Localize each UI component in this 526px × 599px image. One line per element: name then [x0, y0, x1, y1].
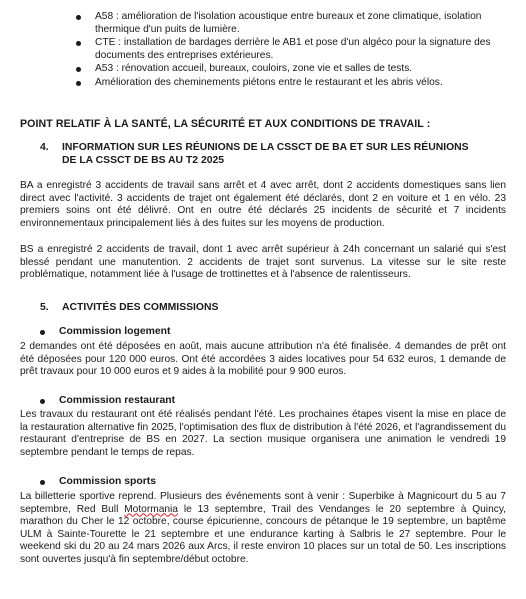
list-item-text: A53 : rénovation accueil, bureaux, couloirs, zone vie et salles de tests.: [95, 63, 413, 75]
commission-title: Commission restaurant: [59, 395, 176, 406]
commission-sports-text: [20, 491, 506, 567]
paragraph-ba-accidents: BA a enregistré 3 accidents de travail sans arrêt et 4 avec arrêt, dont 2 accidents domestiques sans lien direct avec l'activité. 3 accidents de trajet ont également été déclarés, dont 2 en voiture et 1 en vélo. 23 premiers soins ont été délivré. Ont en outre été déclarés 25 incidents de sécurité et 7 incidents environnementaux principalement liés à des fuites sur les moyens de production.: [20, 180, 506, 229]
bullet-icon: [76, 67, 81, 72]
commission-logement-heading: [40, 326, 240, 340]
section-title: ACTIVITÉS DES COMMISSIONS: [62, 302, 219, 313]
bullet-icon: [40, 399, 45, 404]
section-number: 5.: [40, 302, 49, 313]
commission-title: Commission logement: [59, 326, 171, 337]
commission-restaurant-text: Les travaux du restaurant ont été réalisés pendant l'été. Les prochaines étapes visent la mise en place de la restauration alternative fin 2025, l'optimisation des flux de distribution à l'été 2026, et l'agrandissement du restaurant d'entreprise de BS en 2027. La section musique organisera une animation le vendredi 19 septembre pendant le temps de repas.: [20, 409, 506, 458]
section-number: 4.: [40, 142, 49, 153]
bullet-icon: [40, 480, 45, 485]
section-4-heading: [40, 142, 500, 170]
section-title: INFORMATION SUR LES RÉUNIONS DE LA CSSCT DE BA ET SUR LES RÉUNIONS DE LA CSSCT DE BS AU T2 2025: [62, 142, 469, 166]
spellcheck-marked-word: Motormania: [124, 503, 178, 515]
commission-sports-heading: [40, 476, 240, 490]
bullet-icon: [76, 41, 81, 46]
list-item: [76, 11, 506, 36]
paragraph-bs-accidents: BS a enregistré 2 accidents de travail, dont 1 avec arrêt supérieur à 24h concernant un salarié qui s'est blessé pendant une manutention. 2 accidents de trajet sont survenus. La vitesse sur le site reste problématique, notamment liée à l'usage de trottinettes et à l'absence de ralentisseurs.: [20, 244, 506, 281]
bullet-icon: [76, 81, 81, 86]
bullet-icon: [40, 330, 45, 335]
commission-restaurant-heading: [40, 395, 240, 409]
list-item: [76, 77, 506, 90]
list-item-text: A58 : amélioration de l'isolation acoustique entre bureaux et zone climatique, isolation thermique d'un puits de lumière.: [95, 11, 482, 35]
list-item: [76, 37, 506, 62]
commission-logement-text: 2 demandes ont été déposées en août, mais aucune attribution n'a été finalisée. 4 demandes de prêt ont été déposées pour 120 000 euros. Ont été accordées 3 aides locatives pour 54 632 euros, 1 demande de prêt travaux pour 10 000 euros et 9 aides à la mobilité pour 9 900 euros.: [20, 341, 506, 378]
sports-text-part: le 13 septembre, Trail des Vendanges le 20 septembre à Quincy, marathon du Cher le 12 octobre, course épicurienne, concours de pétanque le 19 septembre, un baptême ULM à Sainte-Tourette le 21 septembre et une endurance karting à Salbris le 27 septembre. Pour le weekend ski du 20 au 24 mars 2026 aux Arcs, il reste environ 10 places sur un total de 50. Les inscriptions sont ouvertes jusqu'à fin septembre/début octobre.: [20, 503, 506, 565]
improvement-list: [76, 11, 506, 91]
commission-title: Commission sports: [59, 476, 156, 487]
list-item: [76, 63, 506, 76]
section-5-heading: [40, 302, 340, 316]
list-item-text: CTE : installation de bardages derrière le AB1 et pose d'un algéco pour la signature des documents des entreprises extérieures.: [95, 37, 491, 61]
section-heading-health-safety: POINT RELATIF À LA SANTÉ, LA SÉCURITÉ ET AUX CONDITIONS DE TRAVAIL :: [20, 118, 431, 130]
bullet-icon: [76, 15, 81, 20]
sports-text-part: La billetterie sportive reprend. Plusieurs des événements sont à venir : Superbike à Magnicourt du 5 au 7 septembre, Red Bull: [20, 491, 506, 515]
list-item-text: Amélioration des cheminements piétons entre le restaurant et les abris vélos.: [95, 76, 443, 88]
